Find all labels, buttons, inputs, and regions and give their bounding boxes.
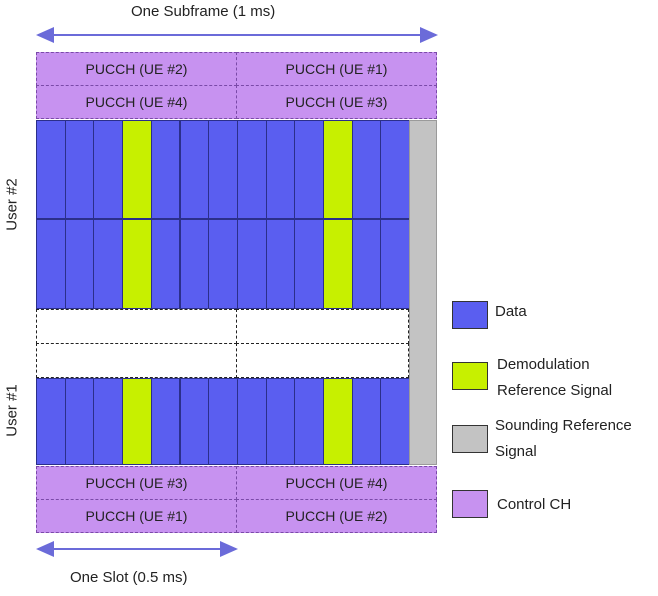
legend-label-control: Control CH [497, 496, 572, 513]
pucch-top-r1-left: PUCCH (UE #2) [36, 52, 237, 86]
data-symbol-user2-upper-9 [294, 120, 324, 219]
data-symbol-user2-upper-6 [208, 120, 238, 219]
data-symbol-user1-7 [237, 378, 267, 465]
dmrs-symbol-user1-10 [323, 378, 353, 465]
sounding-reference-column [409, 120, 437, 465]
data-symbol-user2-upper-12 [380, 120, 410, 219]
data-symbol-user2-lower-11 [352, 219, 382, 309]
data-symbol-user1-12 [380, 378, 410, 465]
data-symbol-user2-upper-4 [151, 120, 181, 219]
legend-swatch-control [452, 490, 488, 518]
legend-label-dmrs: Demodulation Reference Signal [497, 356, 613, 399]
user2-label: User #2 [3, 178, 21, 231]
data-symbol-user2-lower-8 [266, 219, 296, 309]
pucch-top-r2-right: PUCCH (UE #3) [236, 85, 437, 119]
pucch-bottom-r1-right: PUCCH (UE #4) [236, 466, 437, 500]
legend-swatch-data [452, 301, 488, 329]
data-symbol-user2-upper-0 [36, 120, 66, 219]
data-symbol-user1-5 [180, 378, 210, 465]
data-symbol-user2-lower-2 [93, 219, 123, 309]
data-symbol-user1-4 [151, 378, 181, 465]
data-symbol-user2-lower-12 [380, 219, 410, 309]
data-symbol-user1-6 [208, 378, 238, 465]
data-symbol-user1-8 [266, 378, 296, 465]
data-symbol-user1-1 [65, 378, 95, 465]
data-symbol-user2-lower-5 [180, 219, 210, 309]
legend-label-srs: Sounding Reference Signal [495, 417, 632, 460]
data-symbol-user2-upper-2 [93, 120, 123, 219]
data-symbol-user2-upper-5 [180, 120, 210, 219]
user1-label: User #1 [3, 384, 21, 437]
pucch-bottom-r2-right: PUCCH (UE #2) [236, 499, 437, 533]
legend-label-data: Data [495, 303, 527, 320]
dmrs-symbol-user2-lower-10 [323, 219, 353, 309]
data-symbol-user2-lower-9 [294, 219, 324, 309]
dmrs-symbol-user2-lower-3 [122, 219, 152, 309]
data-symbol-user2-upper-8 [266, 120, 296, 219]
empty-row-right-1 [236, 309, 409, 344]
dmrs-symbol-user2-upper-10 [323, 120, 353, 219]
pucch-top-r2-left: PUCCH (UE #4) [36, 85, 237, 119]
data-symbol-user2-lower-7 [237, 219, 267, 309]
data-symbol-user2-lower-4 [151, 219, 181, 309]
data-symbol-user2-lower-1 [65, 219, 95, 309]
empty-row-left-2 [36, 343, 237, 378]
legend-swatch-dmrs [452, 362, 488, 390]
pucch-bottom-r1-left: PUCCH (UE #3) [36, 466, 237, 500]
data-symbol-user2-lower-0 [36, 219, 66, 309]
subframe-title: One Subframe (1 ms) [131, 3, 276, 20]
pucch-bottom-r2-left: PUCCH (UE #1) [36, 499, 237, 533]
pucch-top-r1-right: PUCCH (UE #1) [236, 52, 437, 86]
data-symbol-user2-lower-6 [208, 219, 238, 309]
dmrs-symbol-user2-upper-3 [122, 120, 152, 219]
data-symbol-user2-upper-7 [237, 120, 267, 219]
data-symbol-user1-0 [36, 378, 66, 465]
empty-row-left-1 [36, 309, 237, 344]
data-symbol-user1-9 [294, 378, 324, 465]
data-symbol-user1-11 [352, 378, 382, 465]
slot-label: One Slot (0.5 ms) [70, 569, 188, 586]
legend-swatch-srs [452, 425, 488, 453]
data-symbol-user1-2 [93, 378, 123, 465]
dmrs-symbol-user1-3 [122, 378, 152, 465]
empty-row-right-2 [236, 343, 409, 378]
data-symbol-user2-upper-1 [65, 120, 95, 219]
data-symbol-user2-upper-11 [352, 120, 382, 219]
